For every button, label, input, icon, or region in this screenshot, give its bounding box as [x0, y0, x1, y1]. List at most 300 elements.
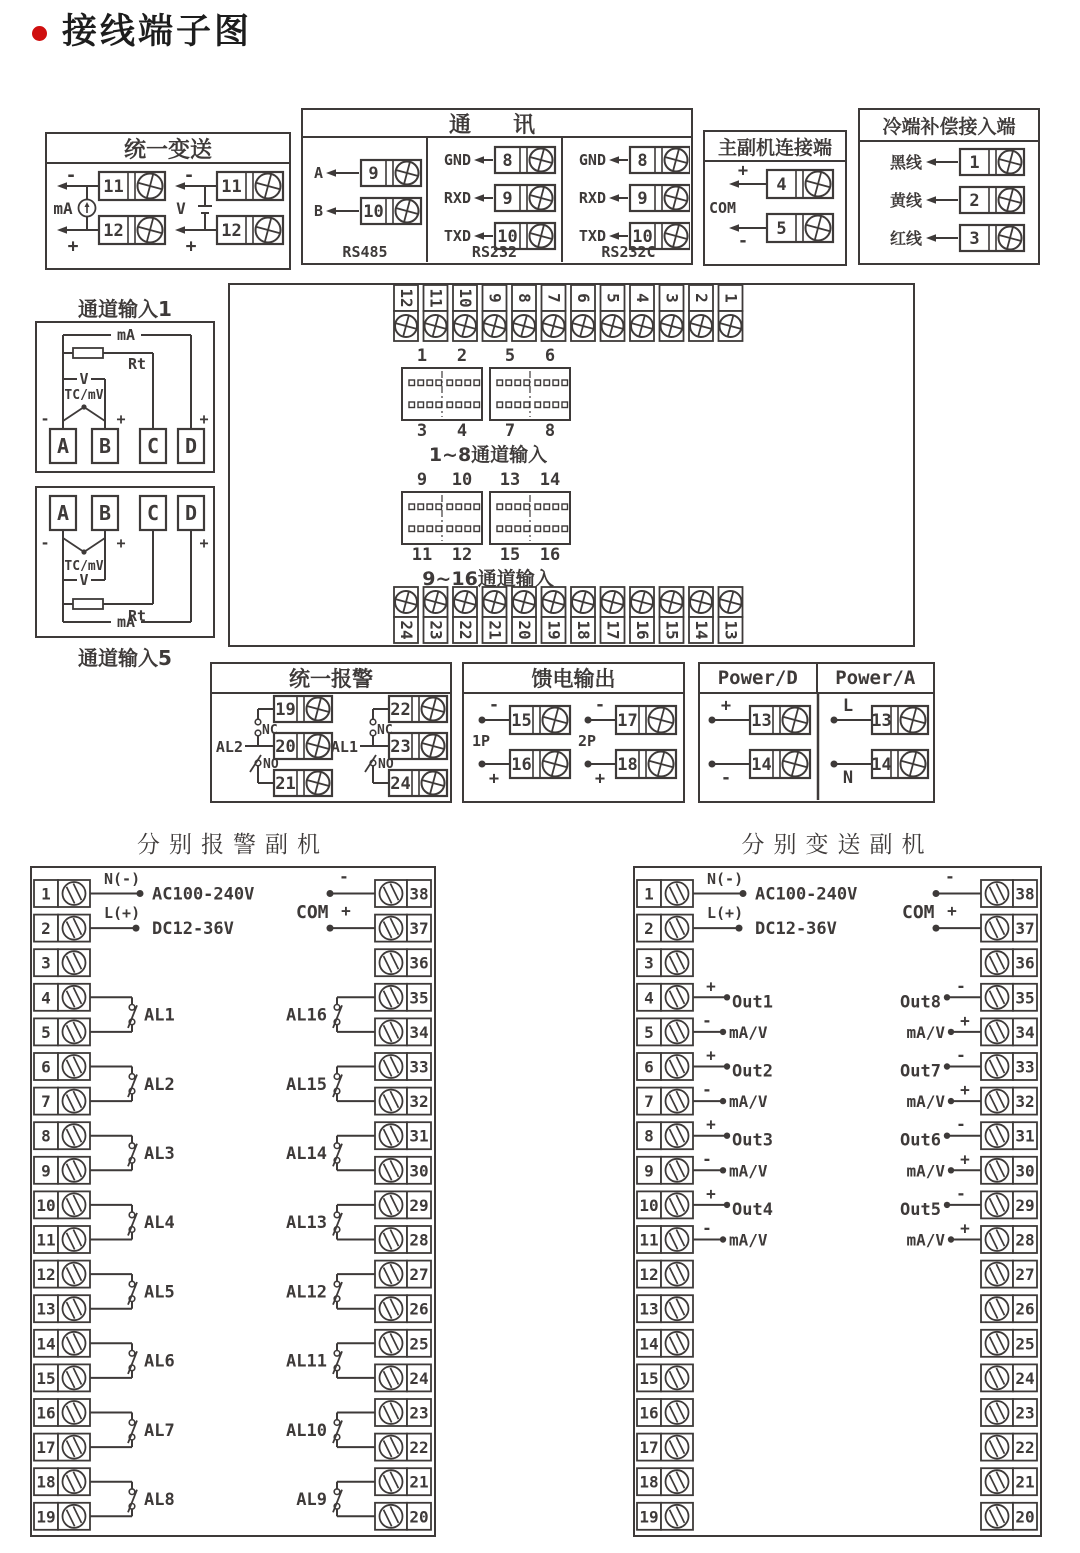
svg-text:B: B [98, 501, 112, 525]
top-strip-terminal-11 [424, 285, 448, 341]
slave-right-terminal-21 [981, 1468, 1037, 1495]
top-strip-terminal-5 [601, 285, 625, 341]
svg-text:23: 23 [409, 1403, 429, 1423]
svg-text:10: 10 [36, 1195, 56, 1215]
unified-transmit-box [45, 132, 291, 270]
svg-text:23: 23 [1015, 1403, 1035, 1423]
relay-AL5 [90, 1274, 175, 1309]
master-slave-wiring [709, 162, 833, 251]
svg-text:6: 6 [574, 293, 593, 303]
comm-box [301, 108, 693, 265]
comm-col-RS232C [579, 147, 690, 261]
slave-left-terminal-7 [637, 1088, 693, 1115]
power-col-Power/A [831, 696, 929, 788]
svg-text:14: 14 [751, 755, 772, 775]
svg-text:33: 33 [409, 1057, 429, 1077]
bottom-strip-terminal-19 [542, 587, 566, 643]
svg-text:29: 29 [409, 1195, 429, 1215]
svg-text:NC: NC [377, 723, 393, 738]
svg-text:mA/V: mA/V [906, 1092, 945, 1112]
alarm-slave-title: 分别报警副机 [137, 832, 329, 858]
master-slave-box [703, 130, 847, 266]
slave-left-terminal-1 [637, 880, 693, 907]
svg-text:31: 31 [409, 1126, 429, 1146]
svg-text:16: 16 [36, 1403, 56, 1423]
svg-text:15: 15 [639, 1368, 659, 1388]
channels-1-8-caption: 1~8通道输入 [428, 444, 548, 466]
svg-text:B: B [98, 434, 112, 458]
output-Out2 [693, 1046, 773, 1112]
svg-text:+: + [706, 1114, 716, 1134]
svg-text:-: - [702, 1010, 712, 1030]
svg-text:mA/V: mA/V [906, 1022, 945, 1042]
svg-text:RXD: RXD [578, 189, 606, 207]
unified-transmit-canvas [47, 164, 288, 265]
slave-left-terminal-8 [34, 1122, 90, 1149]
svg-text:17: 17 [617, 711, 638, 731]
unified-alarm-title: 统一报警 [212, 664, 450, 694]
svg-text:NC: NC [262, 723, 278, 738]
terminal-18 [616, 750, 676, 778]
slave-left-terminal-11 [637, 1226, 693, 1253]
svg-text:RS485: RS485 [342, 243, 388, 261]
svg-text:2: 2 [456, 346, 468, 366]
unified-transmit-title: 统一变送 [47, 134, 289, 164]
master-slave-title: 主副机连接端 [705, 132, 845, 162]
svg-text:16: 16 [511, 755, 532, 775]
svg-text:-: - [956, 1114, 966, 1134]
svg-text:17: 17 [639, 1438, 659, 1458]
page-title: 接线端子图 [62, 12, 253, 52]
svg-text:28: 28 [1015, 1230, 1035, 1250]
svg-text:-: - [40, 534, 50, 552]
channel-terminal-D [178, 429, 204, 463]
svg-text:17: 17 [36, 1438, 56, 1458]
slave-left-terminal-7 [34, 1088, 90, 1115]
svg-text:38: 38 [1015, 884, 1035, 904]
output-Out7 [900, 1046, 981, 1112]
svg-text:Out4: Out4 [732, 1199, 773, 1220]
top-strip-terminal-2 [689, 285, 713, 341]
slave-power-wiring [90, 870, 254, 939]
feed-output-canvas [464, 694, 682, 798]
slave-right-terminal-37 [981, 915, 1037, 942]
svg-text:COM: COM [902, 902, 935, 923]
svg-text:AL1: AL1 [144, 1005, 175, 1026]
svg-text:Out5: Out5 [900, 1199, 941, 1220]
svg-text:AC100-240V: AC100-240V [152, 884, 255, 905]
svg-text:GND: GND [443, 151, 471, 169]
svg-text:18: 18 [574, 620, 593, 640]
svg-text:12: 12 [639, 1265, 659, 1285]
comm-canvas [303, 138, 690, 262]
svg-text:5: 5 [504, 346, 516, 366]
svg-text:AL16: AL16 [286, 1005, 327, 1026]
connector-block [490, 346, 570, 441]
svg-text:5: 5 [644, 1022, 654, 1042]
svg-text:4: 4 [41, 988, 51, 1008]
terminal-15 [510, 706, 570, 734]
svg-text:A: A [313, 164, 323, 182]
svg-text:2: 2 [692, 293, 711, 303]
slave-left-terminal-14 [637, 1330, 693, 1357]
svg-text:8: 8 [637, 151, 648, 171]
channel-terminal-C [140, 496, 166, 530]
slave-left-terminal-2 [34, 915, 90, 942]
svg-text:20: 20 [275, 737, 296, 757]
svg-text:-: - [488, 695, 500, 715]
svg-text:mA: mA [116, 326, 136, 344]
slave-right-terminal-28 [375, 1226, 431, 1253]
slave-left-terminal-12 [637, 1261, 693, 1288]
svg-text:-: - [956, 1183, 966, 1203]
relay-AL10 [286, 1413, 375, 1448]
comm-RS232-terminal-8 [495, 147, 555, 173]
slave-com-wiring [296, 868, 375, 932]
slave-left-terminal-4 [34, 984, 90, 1011]
comm-RS232-terminal-9 [495, 185, 555, 211]
power-canvas [700, 694, 932, 800]
terminal-20 [274, 733, 332, 759]
svg-text:4: 4 [456, 421, 468, 441]
comm-RS232C-terminal-9 [630, 185, 690, 211]
output-Out6 [900, 1115, 981, 1181]
svg-text:29: 29 [1015, 1195, 1035, 1215]
relay-AL12 [286, 1274, 375, 1309]
slave-com-wiring [902, 868, 981, 932]
svg-text:9: 9 [502, 189, 513, 209]
slave-left-terminal-15 [34, 1364, 90, 1391]
svg-text:18: 18 [617, 755, 638, 775]
svg-text:9: 9 [637, 189, 648, 209]
bottom-strip-terminal-14 [689, 587, 713, 643]
svg-text:V: V [79, 370, 89, 388]
svg-text:27: 27 [1015, 1265, 1035, 1285]
slave-left-terminal-13 [637, 1295, 693, 1322]
slave-right-terminal-33 [375, 1053, 431, 1080]
svg-text:-: - [40, 410, 50, 428]
cold-junction-canvas [860, 142, 1037, 260]
bottom-strip-terminal-20 [512, 587, 536, 643]
svg-text:3: 3 [644, 953, 654, 973]
svg-text:黑线: 黑线 [889, 153, 922, 172]
terminal-23 [389, 733, 447, 759]
relay-AL3 [90, 1136, 175, 1171]
svg-text:Out3: Out3 [732, 1130, 773, 1151]
svg-text:Out7: Out7 [900, 1061, 941, 1082]
svg-text:11: 11 [411, 545, 433, 565]
svg-text:4: 4 [633, 293, 652, 303]
svg-text:1: 1 [416, 346, 428, 366]
svg-text:14: 14 [639, 1334, 659, 1354]
svg-text:1: 1 [721, 293, 741, 303]
svg-text:10: 10 [639, 1195, 659, 1215]
svg-text:AL14: AL14 [286, 1144, 327, 1164]
svg-text:8: 8 [502, 151, 513, 171]
svg-text:-: - [339, 868, 349, 886]
svg-text:mA/V: mA/V [906, 1161, 945, 1181]
svg-text:19: 19 [544, 620, 564, 640]
power-terminal-Power/A-13 [871, 706, 928, 734]
svg-text:25: 25 [1015, 1334, 1035, 1354]
svg-text:+: + [488, 769, 500, 789]
top-strip-terminal-3 [660, 285, 684, 341]
svg-text:TXD: TXD [578, 227, 606, 245]
svg-text:4: 4 [644, 988, 654, 1008]
power-terminal-Power/D-14 [750, 750, 810, 778]
transmit-slave-canvas [635, 868, 1039, 1532]
slave-left-terminal-3 [34, 949, 90, 976]
svg-text:12: 12 [36, 1265, 56, 1285]
comm-RS232C-terminal-8 [630, 147, 690, 173]
power-a-title: Power/A [816, 664, 934, 692]
relay-AL16 [286, 997, 375, 1032]
slave-left-terminal-17 [34, 1434, 90, 1461]
svg-text:13: 13 [499, 470, 521, 490]
svg-text:DC12-36V: DC12-36V [152, 919, 234, 940]
svg-text:DC12-36V: DC12-36V [755, 919, 837, 940]
power-d-title: Power/D [717, 667, 798, 689]
svg-text:GND: GND [578, 151, 606, 169]
svg-text:AC100-240V: AC100-240V [755, 884, 858, 905]
slave-left-terminal-10 [637, 1191, 693, 1218]
svg-text:mA: mA [116, 613, 136, 631]
svg-text:13: 13 [751, 711, 772, 731]
svg-text:-: - [183, 165, 195, 186]
relay-AL7 [90, 1413, 175, 1448]
slave-right-terminal-25 [981, 1330, 1037, 1357]
connector-block [490, 470, 570, 565]
relay-AL14 [286, 1136, 375, 1171]
svg-text:37: 37 [1015, 919, 1035, 939]
svg-text:Out1: Out1 [732, 992, 773, 1013]
svg-text:14: 14 [871, 755, 892, 775]
channel-terminal-D [178, 496, 204, 530]
svg-text:9: 9 [41, 1161, 51, 1181]
svg-text:AL3: AL3 [144, 1144, 175, 1164]
slave-right-terminal-35 [375, 984, 431, 1011]
svg-text:32: 32 [1015, 1092, 1035, 1112]
svg-text:35: 35 [1015, 988, 1035, 1008]
svg-text:35: 35 [409, 988, 429, 1008]
transmit-group-V [175, 165, 283, 257]
svg-text:AL10: AL10 [286, 1420, 327, 1441]
terminal-4 [767, 170, 833, 198]
svg-text:TC/mV: TC/mV [64, 388, 104, 403]
svg-text:16: 16 [539, 545, 561, 565]
terminal-17 [616, 706, 676, 734]
alarm-group-AL1 [331, 696, 447, 796]
output-Out5 [900, 1184, 981, 1250]
svg-text:24: 24 [1015, 1368, 1035, 1388]
svg-text:AL6: AL6 [144, 1351, 175, 1372]
slave-left-terminal-9 [637, 1157, 693, 1184]
svg-text:-: - [65, 165, 77, 186]
svg-text:+: + [706, 976, 716, 996]
svg-text:1P: 1P [472, 732, 491, 750]
svg-text:AL13: AL13 [286, 1213, 327, 1234]
slave-right-terminal-28 [981, 1226, 1037, 1253]
relay-AL9 [296, 1482, 375, 1517]
slave-right-terminal-24 [981, 1364, 1037, 1391]
main-board-box [228, 283, 915, 647]
svg-text:7: 7 [504, 421, 516, 441]
svg-text:19: 19 [36, 1507, 56, 1527]
output-Out8 [900, 976, 981, 1042]
svg-text:AL9: AL9 [296, 1490, 327, 1510]
svg-text:+: + [947, 901, 957, 920]
slave-right-terminal-33 [981, 1053, 1037, 1080]
channel-terminal-B [92, 429, 118, 463]
svg-text:15: 15 [662, 620, 682, 640]
svg-text:L: L [842, 696, 854, 716]
svg-text:AL12: AL12 [286, 1282, 327, 1303]
terminal-24 [389, 770, 447, 796]
svg-text:8: 8 [644, 1126, 654, 1146]
svg-text:3: 3 [416, 421, 428, 441]
svg-text:12: 12 [397, 288, 416, 308]
slave-right-terminal-30 [981, 1157, 1037, 1184]
power-box [698, 662, 935, 803]
svg-text:13: 13 [639, 1299, 659, 1319]
slave-right-terminal-31 [375, 1122, 431, 1149]
svg-text:13: 13 [36, 1299, 56, 1319]
svg-text:mA/V: mA/V [906, 1230, 945, 1250]
svg-text:+: + [594, 769, 606, 789]
svg-text:24: 24 [409, 1368, 429, 1388]
svg-text:+: + [67, 236, 79, 257]
terminal-11 [99, 172, 165, 200]
svg-text:+: + [960, 1218, 970, 1238]
connector-block [402, 346, 482, 441]
svg-text:Out8: Out8 [900, 992, 941, 1013]
svg-text:27: 27 [409, 1265, 429, 1285]
svg-text:RS232C: RS232C [601, 243, 656, 261]
svg-text:31: 31 [1015, 1126, 1035, 1146]
terminal-16 [510, 750, 570, 778]
bottom-strip-terminal-24 [394, 587, 418, 643]
channel5-box [35, 486, 215, 638]
svg-text:21: 21 [409, 1472, 429, 1492]
unified-alarm-canvas [212, 694, 449, 798]
slave-right-terminal-36 [981, 949, 1037, 976]
svg-text:13: 13 [721, 620, 741, 640]
cold-junction-row-3 [890, 225, 1024, 251]
svg-text:19: 19 [275, 700, 296, 720]
bottom-strip-terminal-17 [601, 587, 625, 643]
svg-text:16: 16 [633, 620, 652, 640]
channel5-canvas [37, 488, 212, 635]
svg-text:1: 1 [644, 884, 654, 904]
svg-text:22: 22 [390, 700, 411, 720]
feed-output-title: 馈电输出 [464, 664, 683, 694]
slave-left-terminal-6 [34, 1053, 90, 1080]
slave-left-terminal-18 [34, 1468, 90, 1495]
svg-text:A: A [56, 434, 70, 458]
channels-9-16-caption: 9~16通道输入 [422, 568, 554, 590]
terminal-12 [99, 216, 165, 244]
svg-text:20: 20 [515, 620, 534, 640]
svg-text:19: 19 [639, 1507, 659, 1527]
slave-left-terminal-5 [34, 1018, 90, 1045]
svg-text:11: 11 [103, 177, 124, 197]
channel1-box [35, 321, 215, 473]
svg-text:37: 37 [409, 919, 429, 939]
terminal-21 [274, 770, 332, 796]
svg-text:Rt: Rt [127, 607, 147, 625]
slave-right-terminal-32 [375, 1088, 431, 1115]
svg-text:10: 10 [632, 227, 653, 247]
svg-text:8: 8 [41, 1126, 51, 1146]
svg-text:10: 10 [451, 470, 473, 490]
svg-text:23: 23 [426, 620, 446, 640]
svg-text:+: + [185, 236, 197, 257]
svg-text:36: 36 [409, 953, 429, 973]
slave-right-terminal-29 [375, 1191, 431, 1218]
relay-AL15 [286, 1067, 375, 1102]
svg-text:25: 25 [409, 1334, 429, 1354]
svg-text:9: 9 [644, 1161, 654, 1181]
slave-left-terminal-16 [637, 1399, 693, 1426]
bottom-strip-terminal-21 [483, 587, 507, 643]
svg-text:11: 11 [426, 288, 446, 308]
slave-right-terminal-34 [375, 1018, 431, 1045]
svg-text:10: 10 [497, 227, 518, 247]
svg-text:-: - [594, 695, 606, 715]
relay-AL13 [286, 1205, 375, 1240]
svg-text:6: 6 [544, 346, 556, 366]
svg-text:Out2: Out2 [732, 1061, 773, 1082]
slave-left-terminal-6 [637, 1053, 693, 1080]
relay-AL2 [90, 1067, 175, 1102]
terminal-12 [217, 216, 283, 244]
transmit-group-mA [53, 165, 165, 257]
svg-text:V: V [176, 199, 186, 218]
slave-right-terminal-20 [981, 1503, 1037, 1530]
svg-text:AL2: AL2 [215, 738, 243, 756]
slave-right-terminal-31 [981, 1122, 1037, 1149]
svg-text:mA: mA [53, 199, 73, 218]
svg-text:+: + [199, 534, 209, 552]
svg-text:B: B [313, 202, 323, 220]
svg-text:30: 30 [1015, 1161, 1035, 1181]
svg-text:RS232: RS232 [471, 243, 518, 261]
svg-text:4: 4 [776, 175, 787, 195]
svg-text:6: 6 [644, 1057, 654, 1077]
terminal-19 [274, 696, 332, 722]
svg-text:+: + [720, 696, 732, 716]
red-bullet-icon [32, 26, 47, 41]
slave-right-terminal-23 [375, 1399, 431, 1426]
svg-text:9: 9 [485, 293, 505, 303]
comm-col-RS232 [444, 147, 555, 261]
svg-text:C: C [146, 434, 160, 458]
svg-text:-: - [737, 231, 749, 251]
svg-text:D: D [184, 434, 198, 458]
master-slave-canvas [705, 162, 844, 261]
slave-right-terminal-38 [375, 880, 431, 907]
slave-left-terminal-10 [34, 1191, 90, 1218]
svg-text:15: 15 [36, 1368, 56, 1388]
svg-text:N: N [842, 768, 854, 788]
slave-left-terminal-4 [637, 984, 693, 1011]
svg-text:+: + [341, 901, 351, 920]
channel-terminal-A [50, 496, 76, 530]
svg-text:+: + [960, 1080, 970, 1100]
slave-right-terminal-36 [375, 949, 431, 976]
svg-text:24: 24 [397, 620, 416, 640]
svg-text:3: 3 [41, 953, 51, 973]
